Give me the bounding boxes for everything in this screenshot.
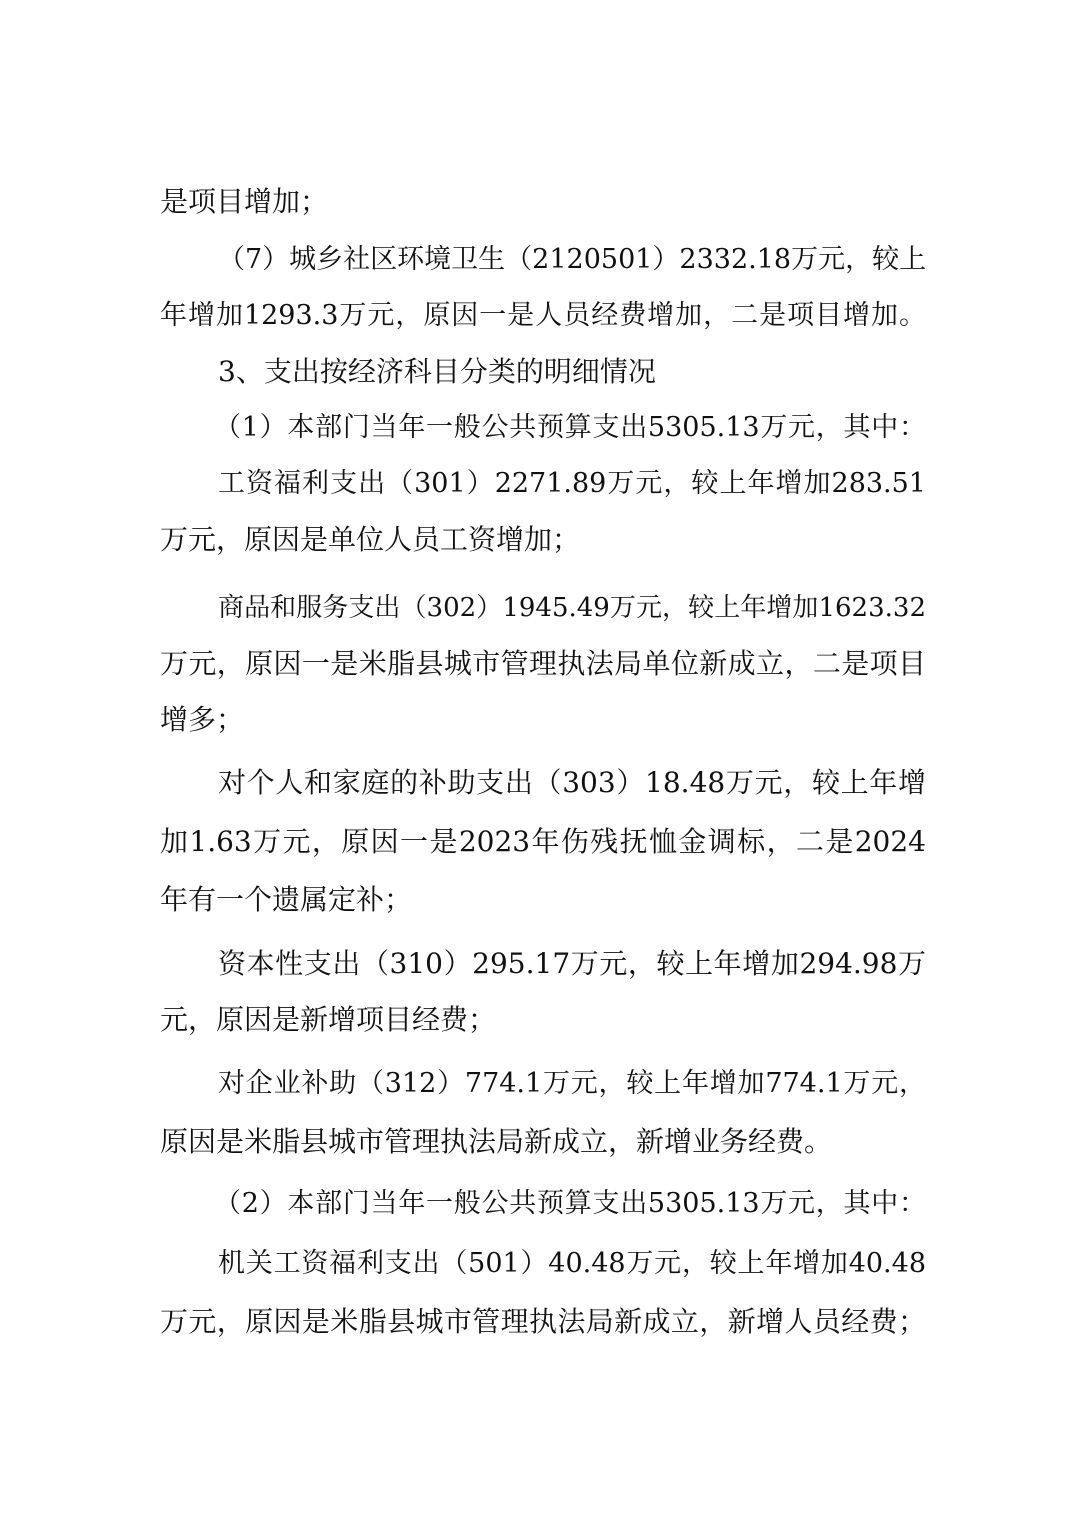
text-line: （7）城乡社区环境卫生（2120501）2332.18万元，较上 [218, 244, 927, 275]
text-line: 元，原因是新增项目经费； [160, 1003, 497, 1036]
text-line: 机关工资福利支出（501）40.48万元，较上年增加40.48 [218, 1248, 926, 1279]
text-line: 年有一个遗属定补； [160, 883, 413, 916]
text-line: 万元，原因一是米脂县城市管理执法局单位新成立，二是项目 [160, 647, 926, 680]
text-line: （1）本部门当年一般公共预算支出5305.13万元，其中： [214, 412, 926, 443]
text-line: 年增加1293.3万元，原因一是人员经费增加，二是项目增加。 [160, 300, 926, 331]
text-line: 增多； [160, 703, 245, 736]
text-line: 加1.63万元，原因一是2023年伤残抚恤金调标，二是2024 [160, 825, 926, 858]
text-line: 是项目增加； [160, 185, 329, 218]
text-line: 工资福利支出（301）2271.89万元，较上年增加283.51 [218, 468, 926, 499]
text-line: 万元，原因是米脂县城市管理执法局新成立，新增人员经费； [160, 1305, 926, 1338]
text-line: （2）本部门当年一般公共预算支出5305.13万元，其中： [214, 1188, 926, 1219]
text-line: 对个人和家庭的补助支出（303）18.48万元，较上年增 [218, 766, 926, 799]
section-heading: 3、支出按经济科目分类的明细情况 [218, 355, 656, 388]
text-line: 商品和服务支出（302）1945.49万元，较上年增加1623.32 [218, 593, 926, 623]
text-line: 资本性支出（310）295.17万元，较上年增加294.98万 [218, 947, 926, 980]
text-line: 万元，原因是单位人员工资增加； [160, 523, 581, 556]
text-line: 原因是米脂县城市管理执法局新成立，新增业务经费。 [160, 1125, 833, 1158]
text-line: 对企业补助（312）774.1万元，较上年增加774.1万元， [218, 1068, 926, 1099]
